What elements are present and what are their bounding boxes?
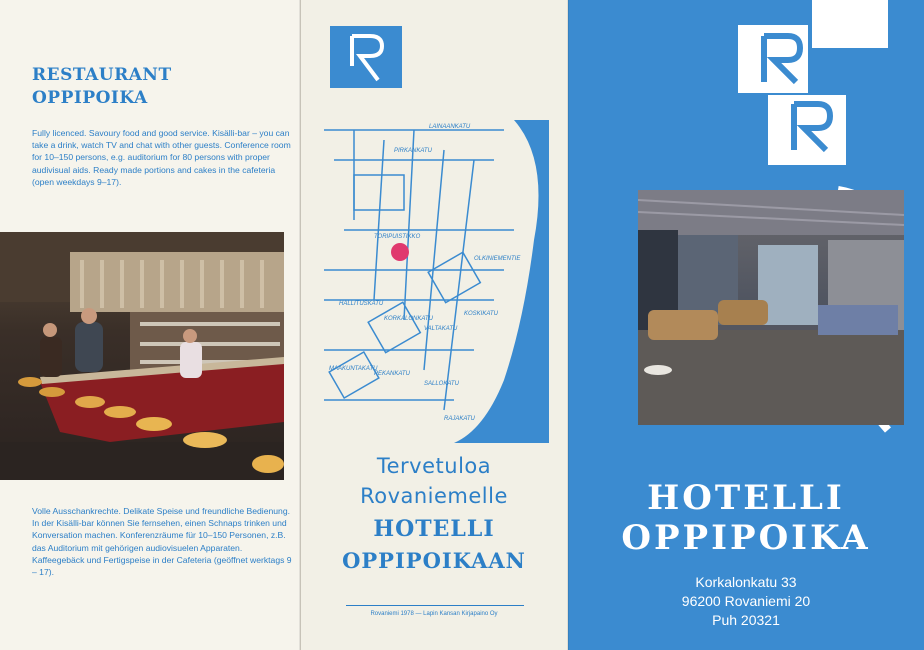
map-street-label: OLKINIEMENTIE [474,256,521,262]
restaurant-panel [0,0,300,650]
bar-photo [0,232,284,480]
fold-line [567,0,569,650]
restaurant-title [32,64,172,110]
welcome-line2: Rovaniemelle [360,484,508,508]
r-logo [330,26,402,88]
map-street-label: KORKALONKATU [384,316,433,322]
welcome-line4: OPPIPOIKAAN [342,548,526,573]
map-street-label: LAINAANKATU [429,124,471,130]
map-street-label: KOSKIKATU [464,311,498,317]
hotel-title-line2: OPPIPOIKA [621,518,871,558]
lobby-photo-illustration [638,190,904,425]
bar-photo-illustration [0,232,284,480]
lobby-photo [638,190,904,425]
map-street-label: VALTAKATU [424,326,458,332]
address-city: 96200 Rovaniemi 20 [681,593,811,609]
map-street-label: SALLOKATU [424,381,459,387]
hotel-title-line1: HOTELLI [647,478,845,518]
map-street-label: PEKANKATU [374,371,410,377]
restaurant-description-english: Fully licenced. Savoury food and good service. Kisälli-bar – you can take a drink, watch TV and chat with other guests. Conference room for 10–150 persons, e.g. auditorium for 80 persons with proper audivisual aids. Ready made portions and cakes in the cafeteria (open weekdays 9–17). [32,128,291,187]
address-street: Korkalonkatu 33 [695,574,797,590]
map-street-label: MAAKUNTAKATU [329,366,378,372]
map-street-label: RAJAKATU [444,416,475,422]
map-street-label: TORIPUISTIKKO [374,234,421,240]
welcome-line1: Tervetuloa [376,454,492,478]
restaurant-title-line2: OPPIPOIKA [32,88,148,108]
fold-line [299,0,301,650]
hotel-location-marker [391,243,409,261]
imprint-divider [346,605,524,606]
map-street-label: HALLITUSKATU [339,301,384,307]
street-map-illustration [314,120,549,443]
restaurant-title-line1: RESTAURANT [32,65,172,85]
r-logo-icon [330,26,402,88]
welcome-line3: HOTELLI [373,516,495,542]
map-street-label: PIRKANKATU [394,148,432,154]
imprint-text: Rovaniemi 1978 — Lapin Kansan Kirjapaino Oy [370,611,498,617]
restaurant-description-german: Volle Ausschankrechte. Delikate Speise und freundliche Bedienung. In der Kisälli-bar können Sie fernsehen, einen Schnaps trinken und Konversation machen. Konferenzräume für 10–150 Personen, z.B. das Auditorium mit gehörigen audiovisuelen Apparaten. Kaffeegebäck und Fertigspeise in der Cafeteria (geöffnet werktags 9 – 17). [32,506,292,578]
street-map [314,120,549,443]
phone-number: Puh 20321 [712,612,780,628]
